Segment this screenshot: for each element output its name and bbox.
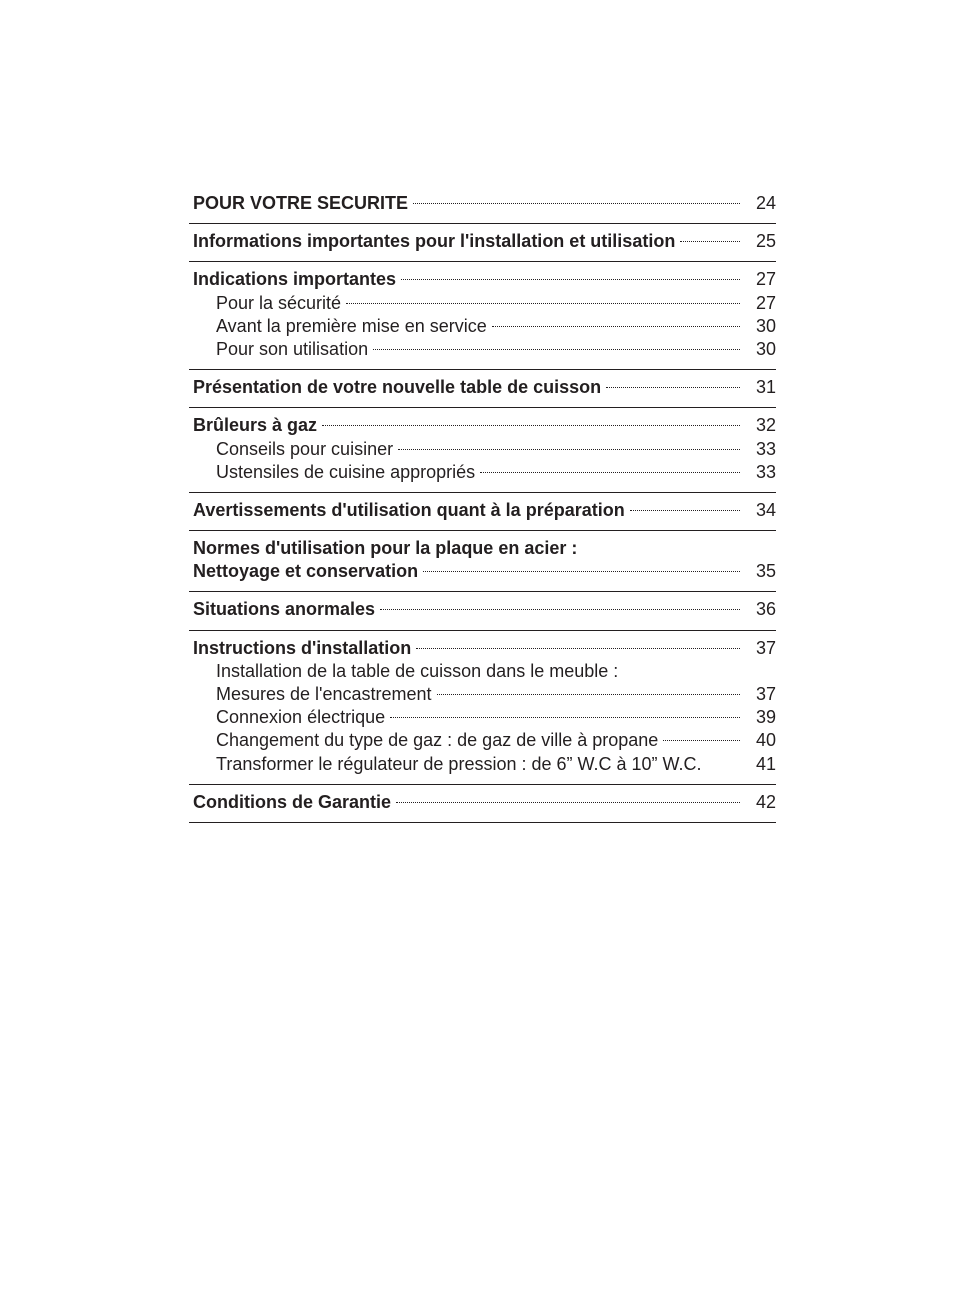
toc-entry-label: Mesures de l'encastrement (216, 684, 432, 704)
dot-leader (680, 241, 740, 242)
toc-entry-label: Connexion électrique (216, 707, 386, 728)
toc-section (189, 531, 776, 592)
dot-leader (322, 425, 740, 426)
dot-leader (437, 694, 740, 695)
dot-leader (346, 303, 740, 304)
dot-leader (480, 472, 740, 473)
toc-page-number: 40 (755, 730, 776, 751)
dot-leader (398, 449, 740, 450)
dot-leader (663, 740, 740, 741)
toc-section (189, 370, 776, 408)
toc-subentry[interactable] (189, 729, 776, 752)
toc-page-number: 36 (755, 599, 776, 620)
dot-leader (401, 279, 740, 280)
toc-entry[interactable] (189, 414, 776, 437)
toc-page-number: 27 (755, 269, 776, 290)
toc-subentry[interactable] (189, 292, 776, 315)
toc-page-number: 30 (755, 338, 776, 359)
toc-section (189, 493, 776, 531)
toc-subentry[interactable] (189, 438, 776, 461)
toc-section (189, 224, 776, 262)
toc-page-number: 31 (755, 377, 776, 398)
toc-entry-label: POUR VOTRE SECURITE (193, 193, 409, 213)
toc-subentry[interactable] (189, 461, 776, 484)
toc-page-number: 24 (755, 193, 776, 213)
toc-entry[interactable] (189, 598, 776, 621)
toc-page-number: 39 (755, 707, 776, 728)
toc-entry[interactable] (189, 230, 776, 253)
toc-section (189, 408, 776, 493)
toc-page-number: 41 (755, 753, 776, 774)
toc-entry[interactable] (189, 499, 776, 522)
dot-leader (390, 717, 740, 718)
toc-page-number: 34 (755, 499, 776, 520)
dot-leader (606, 387, 740, 388)
toc-section (189, 186, 776, 224)
toc-entry-label: Pour la sécurité (216, 292, 342, 313)
toc-entry-label: Instructions d'installation (193, 637, 412, 658)
toc-entry-label: Situations anormales (193, 599, 376, 620)
dot-leader (630, 510, 740, 511)
toc-entry-label: Présentation de votre nouvelle table de cuisson (193, 377, 602, 398)
toc-entry[interactable] (189, 791, 776, 814)
toc-entry[interactable] (189, 560, 776, 583)
toc-entry-label: Pour son utilisation (216, 338, 369, 359)
toc-subentry[interactable] (189, 683, 776, 706)
toc-page-number: 33 (755, 461, 776, 482)
toc-entry-label: Avant la première mise en service (216, 315, 487, 336)
toc-section (189, 592, 776, 630)
toc-entry-label: Avertissements d'utilisation quant à la préparation (193, 499, 625, 520)
toc-section (189, 631, 776, 785)
toc-section (189, 262, 776, 370)
toc-page-number: 30 (755, 315, 776, 336)
dot-leader (380, 609, 740, 610)
toc-entry[interactable] (189, 376, 776, 399)
toc-subentry[interactable] (189, 753, 776, 776)
toc-entry-label: Transformer le régulateur de pression : de 6” W.C à 10” W.C. (216, 753, 702, 774)
dot-leader (413, 203, 740, 204)
toc-entry-label: Nettoyage et conservation (193, 561, 419, 582)
toc-page-number: 35 (755, 561, 776, 582)
dot-leader (492, 326, 740, 327)
toc-entry-label: Conseils pour cuisiner (216, 438, 394, 459)
dot-leader (373, 349, 740, 350)
toc-subentry[interactable] (189, 706, 776, 729)
dot-leader (416, 648, 740, 649)
toc-page-number: 33 (755, 438, 776, 459)
toc-page-number: 42 (755, 791, 776, 812)
toc-entry-label: Ustensiles de cuisine appropriés (216, 461, 476, 482)
toc-entry[interactable] (189, 268, 776, 291)
toc-section (189, 785, 776, 823)
toc-page-number: 32 (755, 415, 776, 436)
dot-leader (396, 802, 740, 803)
toc-subentry[interactable] (189, 338, 776, 361)
toc-entry-label: Indications importantes (193, 269, 397, 290)
toc-subentry[interactable] (189, 660, 776, 683)
toc-page-number: 37 (755, 637, 776, 658)
toc-entry[interactable] (189, 192, 776, 215)
toc-subentry[interactable] (189, 315, 776, 338)
toc-entry-label: Normes d'utilisation pour la plaque en acier : (193, 538, 578, 559)
toc-entry-label: Brûleurs à gaz (193, 415, 318, 436)
toc-entry-label: Informations importantes pour l'installation et utilisation (193, 231, 676, 252)
toc-entry-label: Installation de la table de cuisson dans le meuble : (216, 660, 619, 681)
toc-entry[interactable] (189, 637, 776, 660)
table-of-contents (189, 186, 776, 823)
toc-page-number: 25 (755, 231, 776, 252)
toc-entry-label: Conditions de Garantie (193, 791, 392, 812)
dot-leader (423, 571, 740, 572)
toc-page-number: 37 (755, 684, 776, 704)
toc-entry-label: Changement du type de gaz : de gaz de ville à propane (216, 730, 659, 751)
toc-page-number: 27 (755, 292, 776, 313)
toc-entry[interactable] (189, 537, 776, 560)
